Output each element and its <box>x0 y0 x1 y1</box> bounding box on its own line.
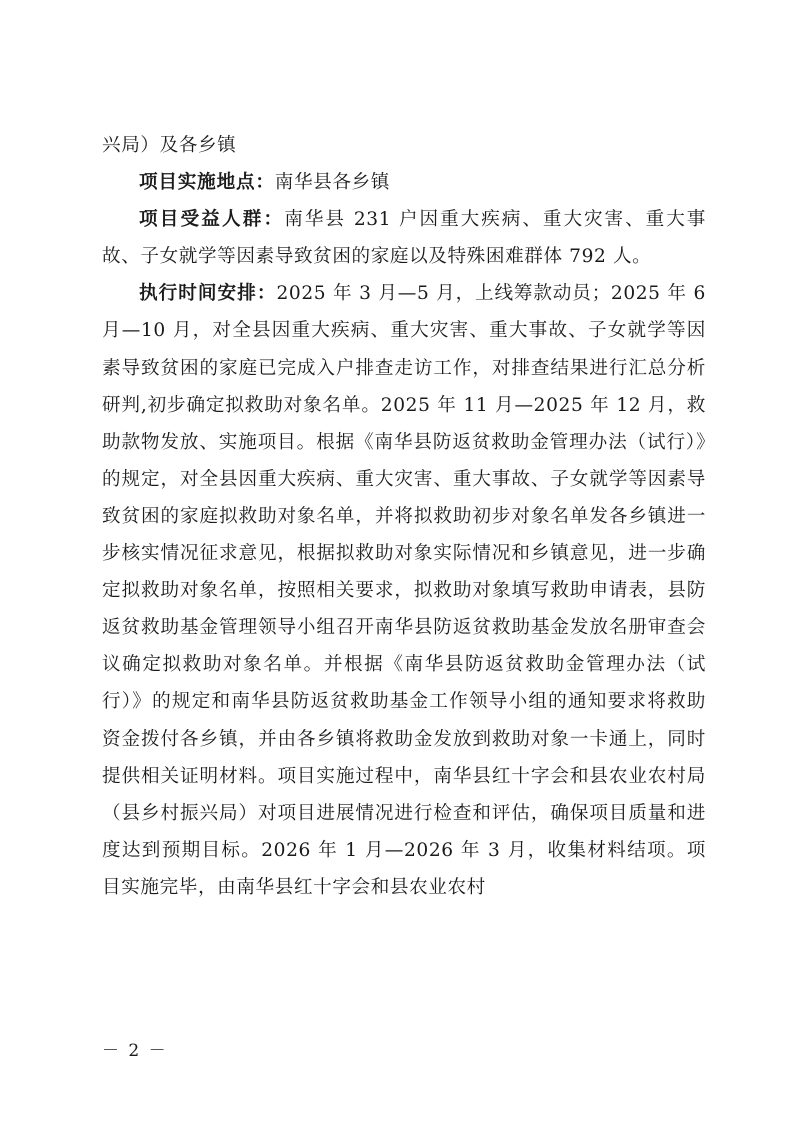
location-text: 南华县各乡镇 <box>274 172 390 194</box>
page-number: － 2 － <box>102 1041 168 1061</box>
location-paragraph <box>102 164 706 201</box>
continuation-text: 兴局）及各乡镇 <box>102 135 237 156</box>
location-label: 项目实施地点： <box>139 172 275 194</box>
schedule-text: 2025 年 3 月—5 月，上线筹款动员；2025 年 6 月—10 月，对全县因重大疾病、重大灾害、重大事故、子女就学等因素导致贫困的家庭已完成入户排查走访工作，对排查结果进行汇总分析研判,初步确定拟救助对象名单。2025 年 11 月—2025 年 12 月，救助款物发放、实施项目。根据《南华县防返贫救助金管理办法（试行）》的规定，对全县因重大疾病、重大灾害、重大事故、子女就学等因素导致贫困的家庭拟救助对象名单，并将拟救助初步对象名单发各乡镇进一步核实情况征求意见，根据拟救助对象实际情况和乡镇意见，进一步确定拟救助对象名单，按照相关要求，拟救助对象填写救助申请表，县防返贫救助基金管理领导小组召开南华县防返贫救助基金发放名册审查会议确定拟救助对象名单。并根据《南华县防返贫救助金管理办法（试行）》的规定和南华县防返贫救助基金工作领导小组的通知要求将救助资金拨付各乡镇，并由各乡镇将救助金发放到救助对象一卡通上，同时提供相关证明材料。项目实施过程中，南华县红十字会和县农业农村局（县乡村振兴局）对项目进展情况进行检查和评估，确保项目质量和进度达到预期目标。2026 年 1 月—2026 年 3 月，收集材料结项。项目实施完毕，由南华县红十字会和县农业农村 <box>102 283 706 898</box>
beneficiaries-text: 南华县 231 户因重大疾病、重大灾害、重大事故、子女就学等因素导致贫困的家庭以及特殊困难群体 792 人。 <box>102 209 706 268</box>
beneficiaries-label: 项目受益人群： <box>139 209 285 231</box>
schedule-paragraph <box>102 275 706 906</box>
continuation-paragraph <box>102 127 706 164</box>
beneficiaries-paragraph <box>102 201 706 275</box>
schedule-label: 执行时间安排： <box>139 283 277 305</box>
document-body <box>102 127 706 906</box>
